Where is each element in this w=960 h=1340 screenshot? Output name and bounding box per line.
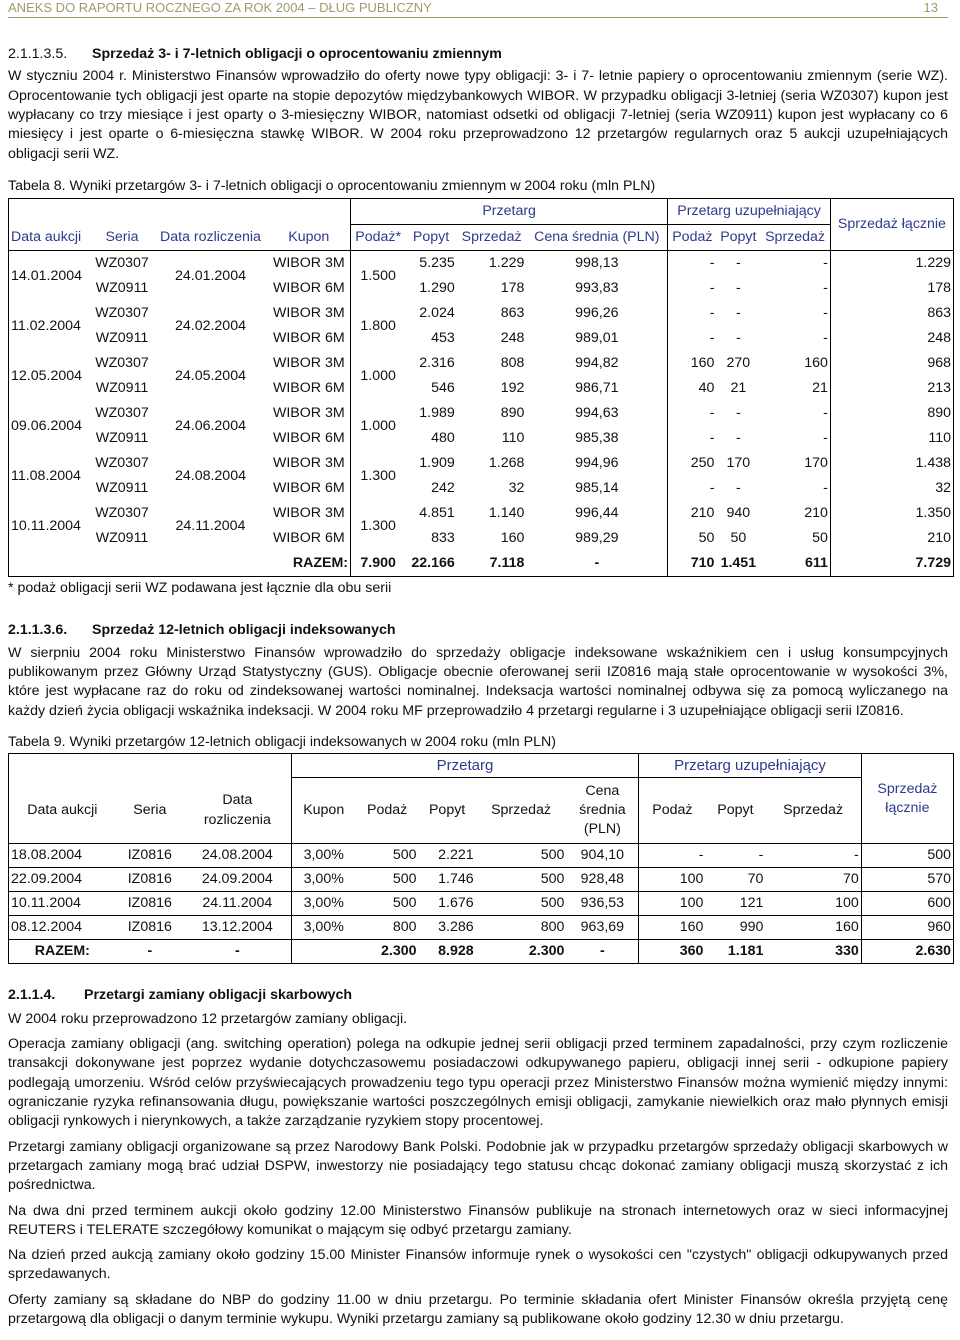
column-header: Kupon <box>291 778 356 844</box>
supp-supply: - <box>668 276 717 301</box>
group-header: Przetarg uzupełniający <box>639 754 861 778</box>
supply: 1.000 <box>351 351 406 401</box>
column-header: Data aukcji <box>9 225 91 251</box>
demand: 1.676 <box>419 892 476 916</box>
supp-sale: - <box>823 280 828 297</box>
supp-supply: - <box>668 251 717 277</box>
demand: 453 <box>431 330 455 347</box>
table-row <box>9 476 954 501</box>
supp-supply: - <box>668 401 717 426</box>
table-row <box>9 301 954 326</box>
total-sale: 570 <box>861 868 953 892</box>
supp-demand: 50 <box>730 530 747 547</box>
coupon: 3,00% <box>291 892 356 916</box>
series: WZ0307 <box>95 305 149 322</box>
coupon: 3,00% <box>291 844 356 868</box>
coupon: WIBOR 6M <box>272 480 345 497</box>
supp-sale: 170 <box>804 455 828 472</box>
demand: 2.221 <box>419 844 476 868</box>
column-header: Sprzedaż <box>760 225 830 251</box>
avg-price: 996,26 <box>575 305 619 322</box>
avg-price: 994,82 <box>575 355 619 372</box>
paragraph: Na dzień przed aukcją zamiany około godziny 15.00 Minister Finansów informuje rynek o wysokości cen "czystych" obligacji odkupywanych przed sprzedawanych. <box>8 1247 948 1283</box>
supp-supply: - <box>639 844 706 868</box>
table-row <box>9 451 954 476</box>
sale: 808 <box>500 355 525 372</box>
avg-price: 936,53 <box>566 892 638 916</box>
supp-demand: - <box>735 255 741 272</box>
total-label: RAZEM: <box>9 551 351 577</box>
demand: 4.851 <box>419 505 455 522</box>
total-sale: 600 <box>861 892 953 916</box>
header-line: łącznie <box>885 799 930 816</box>
supp-supply: 40 <box>668 376 717 401</box>
coupon: WIBOR 6M <box>272 530 345 547</box>
table-row <box>9 844 954 868</box>
table-row <box>9 351 954 376</box>
sale: 1.229 <box>488 255 525 272</box>
supp-demand: 270 <box>726 355 751 372</box>
supp-supply: 50 <box>668 526 717 551</box>
settlement-date: 24.06.2004 <box>174 417 246 434</box>
sale: 863 <box>500 305 525 322</box>
column-header <box>566 778 638 844</box>
supp-sale: - <box>765 844 861 868</box>
column-header: Sprzedaż <box>476 778 567 844</box>
section-heading <box>8 621 948 640</box>
sale: 500 <box>476 844 567 868</box>
column-header: Popyt <box>716 225 760 251</box>
section-number: 2.1.1.4. <box>8 987 56 1004</box>
supply: 500 <box>356 892 419 916</box>
header-line: Data <box>222 792 253 809</box>
table-row <box>9 916 954 940</box>
column-header: Podaż <box>668 225 717 251</box>
section-number: 2.1.1.3.5. <box>8 46 68 62</box>
total-row <box>9 551 954 577</box>
supp-demand: 21 <box>730 380 747 397</box>
table-row <box>9 376 954 401</box>
supply: 800 <box>356 916 419 940</box>
avg-price: 998,13 <box>575 255 619 272</box>
total-sale: 213 <box>830 376 953 401</box>
total-value: 1.451 <box>716 551 760 577</box>
total-sale: 178 <box>830 276 953 301</box>
paragraph: Oferty zamiany są składane do NBP do godziny 11.00 w dniu przetargu. Po terminie składania ofert Minister Finansów określa przyjętą cenę przetargową dla obligacji o danym terminie wykupu. Wyniki przetargu zamiany są publikowane około godziny 12.30 w dniu przetargu. <box>8 1291 948 1328</box>
paragraph: W sierpniu 2004 roku Ministerstwo Finansów wprowadziło do sprzedaży obligacje indeksowane wskaźnikiem cen i usług konsumpcyjnych publikowanym przez Główny Urząd Statystyczny (GUS). Obligacje obecnie oferowanej serii IZ0816 mają stałe oprocentowanie w wysokości 3%, które jest wypłacane raz do roku od zindeksowanej wartości nominalnej. Indeksacja wartości nominalnej odbywa się za pomocą wyliczanego na każdy dzień życia obligacji wskaźnika indeksacji. W 2004 roku MF przeprowadziło 4 przetargi regularne i 3 uzupełniające obligacji serii IZ0816. <box>8 644 948 719</box>
demand: 1.989 <box>419 405 455 422</box>
table-note: * podaż obligacji serii WZ podawana jest łącznie dla obu serii <box>8 580 392 597</box>
coupon: WIBOR 6M <box>272 380 345 397</box>
supp-supply: 210 <box>668 501 717 526</box>
sale: 248 <box>500 330 525 347</box>
table-row <box>9 868 954 892</box>
avg-price: 993,83 <box>575 280 619 297</box>
supp-demand: - <box>705 844 765 868</box>
table-9 <box>8 753 954 964</box>
table-row <box>9 892 954 916</box>
table-row <box>9 426 954 451</box>
total-value: 1.181 <box>705 940 765 964</box>
avg-price: 994,63 <box>575 405 619 422</box>
group-header: Sprzedaż łącznie <box>830 199 953 251</box>
column-header: Cena średnia (PLN) <box>526 225 667 251</box>
header-line: średnia <box>579 802 626 819</box>
supp-sale: - <box>823 255 828 272</box>
supp-supply: 160 <box>668 351 717 376</box>
supp-supply: 160 <box>639 916 706 940</box>
series: WZ0307 <box>95 455 149 472</box>
section-heading <box>8 45 948 64</box>
sale: 178 <box>500 280 525 297</box>
column-header: Sprzedaż <box>457 225 527 251</box>
auction-date: 12.05.2004 <box>9 351 91 401</box>
supp-sale: - <box>823 330 828 347</box>
total-value: 7.900 <box>351 551 406 577</box>
table-row <box>9 251 954 277</box>
avg-price: 986,71 <box>575 380 619 397</box>
table-row <box>9 526 954 551</box>
coupon: WIBOR 3M <box>272 505 345 522</box>
series: WZ0307 <box>95 505 149 522</box>
supply: 1.300 <box>351 451 406 501</box>
supp-demand: - <box>735 430 741 447</box>
column-header <box>184 778 291 844</box>
supp-sale: 21 <box>812 380 828 397</box>
supp-demand: - <box>735 405 741 422</box>
coupon: WIBOR 6M <box>272 330 345 347</box>
auction-date: 10.11.2004 <box>9 501 91 551</box>
page-header <box>8 0 948 18</box>
supp-supply: 100 <box>639 892 706 916</box>
avg-price: 904,10 <box>566 844 638 868</box>
section-title: Sprzedaż 12-letnich obligacji indeksowanych <box>92 621 396 638</box>
supp-sale: 100 <box>765 892 861 916</box>
supp-demand: 70 <box>705 868 765 892</box>
column-header: Seria <box>91 225 154 251</box>
total-value: 7.118 <box>457 551 527 577</box>
auction-date: 09.06.2004 <box>9 401 91 451</box>
demand: 833 <box>431 530 455 547</box>
total-sale: 1.438 <box>830 451 953 476</box>
demand: 1.290 <box>419 280 455 297</box>
avg-price: 985,14 <box>575 480 619 497</box>
avg-price: 963,69 <box>566 916 638 940</box>
coupon: WIBOR 3M <box>272 255 345 272</box>
settlement-date: 24.08.2004 <box>184 844 291 868</box>
supply: 1.800 <box>351 301 406 351</box>
settlement-date: 24.08.2004 <box>174 467 246 484</box>
coupon: WIBOR 3M <box>272 355 345 372</box>
series: IZ0816 <box>116 892 184 916</box>
table-8 <box>8 198 954 577</box>
auction-date: 14.01.2004 <box>9 251 91 302</box>
coupon: 3,00% <box>291 916 356 940</box>
avg-price: 994,96 <box>575 455 619 472</box>
coupon: WIBOR 3M <box>272 405 345 422</box>
total-sale: 210 <box>830 526 953 551</box>
avg-price: 989,01 <box>575 330 619 347</box>
series: IZ0816 <box>116 916 184 940</box>
sale: 1.140 <box>488 505 525 522</box>
settlement-date: 24.05.2004 <box>174 367 246 384</box>
section-heading <box>8 986 948 1005</box>
auction-date: 22.09.2004 <box>9 868 116 892</box>
supp-supply: 100 <box>639 868 706 892</box>
demand: 242 <box>431 480 455 497</box>
supply: 1.300 <box>351 501 406 551</box>
series: IZ0816 <box>116 868 184 892</box>
supp-demand: - <box>735 480 741 497</box>
total-value: - <box>566 940 638 964</box>
auction-date: 11.02.2004 <box>9 301 91 351</box>
group-header: Przetarg <box>351 199 668 225</box>
header-line: Cena <box>585 783 620 800</box>
total-sale: 248 <box>830 326 953 351</box>
column-header: Popyt <box>705 778 765 844</box>
avg-price: 928,48 <box>566 868 638 892</box>
supply: 500 <box>356 844 419 868</box>
document-page <box>8 0 951 1329</box>
supp-demand: 170 <box>726 455 751 472</box>
supp-supply: - <box>668 426 717 451</box>
supp-demand: 990 <box>705 916 765 940</box>
total-value: 710 <box>668 551 717 577</box>
supp-demand: 940 <box>726 505 751 522</box>
series: WZ0911 <box>95 380 149 397</box>
series: WZ0911 <box>95 430 149 447</box>
group-header: Przetarg <box>291 754 639 778</box>
supp-demand: 121 <box>705 892 765 916</box>
demand: 3.286 <box>419 916 476 940</box>
column-header: Podaż <box>356 778 419 844</box>
table-caption: Tabela 8. Wyniki przetargów 3- i 7-letnich obligacji o oprocentowaniu zmiennym w 2004 roku (mln PLN) <box>8 177 656 194</box>
supp-sale: 160 <box>765 916 861 940</box>
settlement-date: 13.12.2004 <box>184 916 291 940</box>
total-sale: 500 <box>861 844 953 868</box>
sale: 500 <box>476 868 567 892</box>
total-value: - <box>184 940 291 964</box>
supp-sale: - <box>823 405 828 422</box>
auction-date: 11.08.2004 <box>9 451 91 501</box>
header-line: Sprzedaż <box>877 780 938 797</box>
settlement-date: 24.02.2004 <box>174 317 246 334</box>
series: WZ0911 <box>95 280 149 297</box>
demand: 1.746 <box>419 868 476 892</box>
total-value: 611 <box>760 551 830 577</box>
supp-demand: - <box>735 280 741 297</box>
demand: 480 <box>431 430 455 447</box>
column-header: Podaż <box>639 778 706 844</box>
series: WZ0307 <box>95 255 149 272</box>
supp-supply: - <box>668 326 717 351</box>
total-value <box>291 940 356 964</box>
sale: 32 <box>508 480 525 497</box>
coupon: WIBOR 6M <box>272 430 345 447</box>
total-sale: 1.229 <box>830 251 953 277</box>
sale: 800 <box>476 916 567 940</box>
column-header: Popyt <box>419 778 476 844</box>
demand: 2.024 <box>419 305 455 322</box>
total-value: 8.928 <box>419 940 476 964</box>
total-sale: 1.350 <box>830 501 953 526</box>
group-header <box>861 754 953 844</box>
total-value: 2.300 <box>356 940 419 964</box>
table-row <box>9 276 954 301</box>
coupon: WIBOR 3M <box>272 305 345 322</box>
sale: 890 <box>500 405 525 422</box>
section-number: 2.1.1.3.6. <box>8 621 68 638</box>
sale: 1.268 <box>488 455 525 472</box>
avg-price: 996,44 <box>575 505 619 522</box>
table-row <box>9 501 954 526</box>
supp-sale: 70 <box>765 868 861 892</box>
supp-demand: - <box>735 305 741 322</box>
coupon: WIBOR 3M <box>272 455 345 472</box>
supp-sale: 160 <box>804 355 828 372</box>
sale: 192 <box>500 380 525 397</box>
column-header: Kupon <box>268 225 351 251</box>
table-caption: Tabela 9. Wyniki przetargów 12-letnich obligacji indeksowanych w 2004 roku (mln PLN) <box>8 734 556 751</box>
page-number: 13 <box>923 0 938 15</box>
total-value: 360 <box>639 940 706 964</box>
series: WZ0307 <box>95 405 149 422</box>
group-header: Przetarg uzupełniający <box>668 199 831 225</box>
total-sale: 32 <box>830 476 953 501</box>
total-value: 2.630 <box>861 940 953 964</box>
supp-supply: - <box>668 301 717 326</box>
supply: 1.000 <box>351 401 406 451</box>
series: WZ0911 <box>95 480 149 497</box>
total-sale: 863 <box>830 301 953 326</box>
supp-supply: 250 <box>668 451 717 476</box>
paragraph: W 2004 roku przeprowadzono 12 przetargów zamiany obligacji. <box>8 1010 408 1027</box>
demand: 2.316 <box>419 355 455 372</box>
demand: 546 <box>431 380 455 397</box>
total-value: 330 <box>765 940 861 964</box>
supp-sale: 50 <box>812 530 828 547</box>
sale: 500 <box>476 892 567 916</box>
supp-sale: - <box>823 430 828 447</box>
total-value: - <box>116 940 184 964</box>
settlement-date: 24.09.2004 <box>184 868 291 892</box>
header-line: (PLN) <box>583 821 621 838</box>
section-title: Przetargi zamiany obligacji skarbowych <box>84 987 353 1004</box>
column-header: Data aukcji <box>9 778 116 844</box>
column-header: Seria <box>116 778 184 844</box>
paragraph: Operacja zamiany obligacji (ang. switching operation) polega na odkupie jednej serii obligacji przed terminem zapadalności, przy czym rozliczenie transakcji dokonywane jest poprzez wydanie dotychczasowemu posiadaczowi odkupywanego papieru, obligacji innej serii - odkupione papiery podlegają umorzeniu. Wśród celów przyświecających prowadzeniu tego typu operacji przez Ministerstwo Finansów można wymienić między innymi: ograniczanie ryzyka refinansowania długu, powiększanie wartości poszczególnych emisji obligacji, zamykanie niewielkich oraz mało płynnych emisji obligacji rynkowych i nierynkowych, a także zarządzanie ryzykiem stopy procentowej. <box>8 1036 948 1130</box>
avg-price: 989,29 <box>575 530 619 547</box>
settlement-date: 24.11.2004 <box>184 892 291 916</box>
section-title: Sprzedaż 3- i 7-letnich obligacji o oprocentowaniu zmiennym <box>92 46 502 62</box>
column-header: Sprzedaż <box>765 778 861 844</box>
column-header: Data rozliczenia <box>153 225 267 251</box>
demand: 5.235 <box>419 255 455 272</box>
auction-date: 18.08.2004 <box>9 844 116 868</box>
paragraph: Na dwa dni przed terminem aukcji około godziny 12.00 Ministerstwo Finansów publikuje na stronach internetowych oraz w sieci informacyjnej REUTERS i TELERATE szczegółowy komunikat o mającym się odbyć przetargu zamiany. <box>8 1202 948 1238</box>
demand: 1.909 <box>419 455 455 472</box>
table-row <box>9 401 954 426</box>
series: WZ0911 <box>95 530 149 547</box>
total-value: 22.166 <box>405 551 457 577</box>
series: IZ0816 <box>116 844 184 868</box>
supp-supply: - <box>668 476 717 501</box>
auction-date: 10.11.2004 <box>9 892 116 916</box>
header-title: ANEKS DO RAPORTU ROCZNEGO ZA ROK 2004 – DŁUG PUBLICZNY <box>8 0 432 15</box>
supply: 500 <box>356 868 419 892</box>
total-value: RAZEM: <box>9 940 116 964</box>
supp-sale: 210 <box>804 505 828 522</box>
column-header: Popyt <box>405 225 457 251</box>
supply: 1.500 <box>351 251 406 302</box>
total-row <box>9 940 954 964</box>
paragraph: Przetargi zamiany obligacji organizowane są przez Narodowy Bank Polski. Podobnie jak w przypadku przetargów sprzedaży obligacji skarbowych w przetargach zamiany mogą brać udział DSPW, inwestorzy nie posiadający tego statusu chcąc dokonać zamiany obligacji muszą skorzystać z ich pośrednictwa. <box>8 1138 948 1194</box>
header-line: rozliczenia <box>203 811 271 828</box>
sale: 110 <box>501 430 525 447</box>
total-sale: 110 <box>830 426 953 451</box>
paragraph: W styczniu 2004 r. Ministerstwo Finansów wprowadziło do oferty nowe typy obligacji: 3- i 7- letnie papiery o oprocentowaniu zmiennym (serie WZ). Oprocentowanie tych obligacji jest oparte na stopie depozytów międzybankowych WIBOR. W przypadku obligacji 3-letniej (seria WZ0307) kupon jest wypłacany co trzy miesiące i jest oparty o 3-miesięczny WIBOR, natomiast odsetki od obligacji 7-letniej (seria WZ0911) kupon jest wypłacany co 6 miesięcy i jest oparte o 6-miesięczna stawkę WIBOR. W 2004 roku przeprowadzono 12 przetargów regularnych oraz 5 aukcji uzupełniających obligacji serii WZ. <box>8 68 948 162</box>
sale: 160 <box>500 530 525 547</box>
supp-demand: - <box>735 330 741 347</box>
series: WZ0307 <box>95 355 149 372</box>
coupon: 3,00% <box>291 868 356 892</box>
total-sale: 968 <box>830 351 953 376</box>
total-value: - <box>526 551 667 577</box>
avg-price: 985,38 <box>575 430 619 447</box>
table-row <box>9 326 954 351</box>
series: WZ0911 <box>95 330 149 347</box>
total-sale: 890 <box>830 401 953 426</box>
supp-sale: - <box>823 480 828 497</box>
total-value: 2.300 <box>476 940 567 964</box>
auction-date: 08.12.2004 <box>9 916 116 940</box>
total-value: 7.729 <box>830 551 953 577</box>
coupon: WIBOR 6M <box>272 280 345 297</box>
total-sale: 960 <box>861 916 953 940</box>
supp-sale: - <box>823 305 828 322</box>
settlement-date: 24.11.2004 <box>175 517 246 534</box>
settlement-date: 24.01.2004 <box>174 267 246 284</box>
column-header: Podaż* <box>351 225 406 251</box>
